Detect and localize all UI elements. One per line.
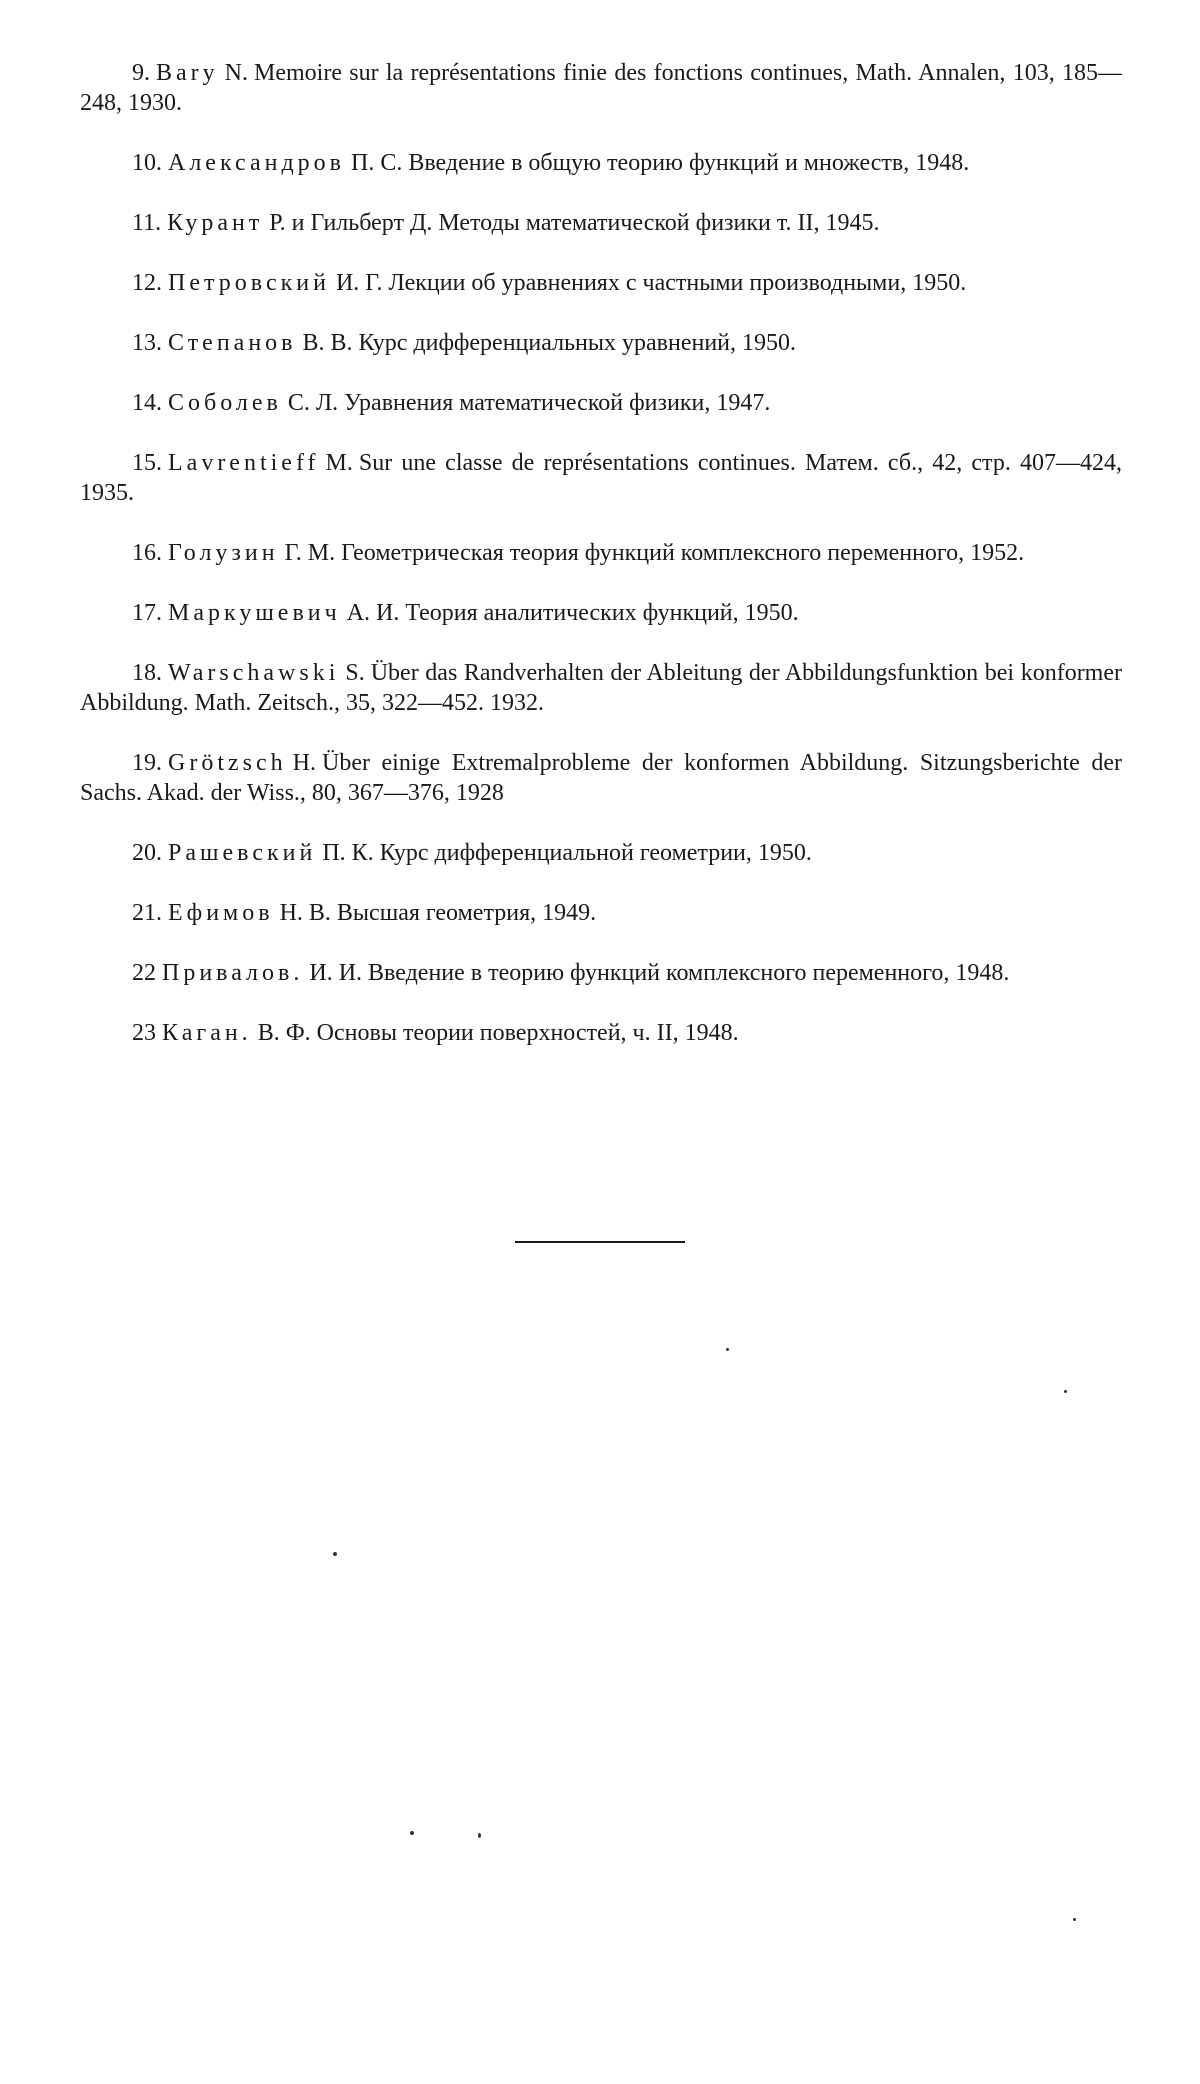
reference-number: 20. bbox=[132, 840, 162, 866]
reference-author: Рашевский bbox=[168, 840, 317, 866]
reference-text: Курс дифференциальной геометрии, 1950. bbox=[379, 840, 812, 866]
reference-number: 11. bbox=[132, 210, 162, 236]
reference-text: Sur une classe de représentations continues. Матем. сб., 42, стр. 407—424, 1935. bbox=[80, 450, 1122, 506]
reference-number: 13. bbox=[132, 330, 162, 356]
reference-number: 23 bbox=[132, 1020, 156, 1046]
reference-text: Введение в теорию функций комплексного переменного, 1948. bbox=[368, 960, 1010, 986]
reference-item bbox=[80, 208, 1122, 238]
reference-item bbox=[80, 448, 1122, 508]
reference-initials: И. И. bbox=[309, 960, 363, 986]
reference-author: Grötzsch bbox=[168, 750, 287, 776]
reference-initials: Н. В. bbox=[279, 900, 331, 926]
end-divider bbox=[515, 1241, 685, 1243]
reference-item bbox=[80, 958, 1122, 988]
reference-initials: M. bbox=[325, 450, 353, 476]
scan-speck bbox=[410, 1831, 414, 1835]
reference-text: Гильберт Д. Методы математической физики т. II, 1945. bbox=[310, 210, 880, 236]
reference-text: Введение в общую теорию функций и множеств, 1948. bbox=[408, 150, 970, 176]
reference-number: 21. bbox=[132, 900, 162, 926]
reference-text: Геометрическая теория функций комплексного переменного, 1952. bbox=[341, 540, 1025, 566]
reference-author: Соболев bbox=[168, 390, 282, 416]
reference-number: 22 bbox=[132, 960, 156, 986]
reference-list bbox=[80, 58, 1122, 1048]
reference-item bbox=[80, 1018, 1122, 1048]
reference-item bbox=[80, 58, 1122, 118]
reference-number: 12. bbox=[132, 270, 162, 296]
reference-text: Über das Randverhalten der Ableitung der Abbildungsfunktion bei konformer Abbildung. Math. Zeitsch., 35, 322—452. 1932. bbox=[80, 660, 1122, 716]
reference-initials: В. Ф. bbox=[257, 1020, 311, 1046]
reference-item bbox=[80, 598, 1122, 628]
reference-number: 17. bbox=[132, 600, 162, 626]
reference-text: Über einige Extremalprobleme der konformen Abbildung. Sitzungsberichte der Sachs. Akad. der Wiss., 80, 367—376, 1928 bbox=[80, 750, 1122, 806]
reference-initials: С. Л. bbox=[287, 390, 339, 416]
reference-initials: П. С. bbox=[351, 150, 403, 176]
reference-author: Warschawski bbox=[168, 660, 340, 686]
reference-number: 16. bbox=[132, 540, 162, 566]
reference-item bbox=[80, 838, 1122, 868]
reference-initials: Г. М. bbox=[284, 540, 336, 566]
reference-number: 10. bbox=[132, 150, 162, 176]
reference-initials: А. И. bbox=[346, 600, 400, 626]
reference-initials: П. К. bbox=[322, 840, 374, 866]
reference-item bbox=[80, 148, 1122, 178]
scan-speck bbox=[478, 1833, 481, 1838]
reference-author: Степанов bbox=[168, 330, 297, 356]
scan-speck bbox=[1064, 1390, 1067, 1393]
reference-text: Лекции об уравнениях с частными производными, 1950. bbox=[388, 270, 967, 296]
reference-text: Memoire sur la représentations finie des fonctions continues, Math. Annalen, 103, 185—248, 1930. bbox=[80, 60, 1122, 116]
reference-author: Маркушевич bbox=[168, 600, 341, 626]
bibliography-page bbox=[80, 58, 1122, 1078]
reference-item bbox=[80, 268, 1122, 298]
reference-author: Lavrentieff bbox=[168, 450, 320, 476]
reference-number: 14. bbox=[132, 390, 162, 416]
scan-speck bbox=[333, 1552, 337, 1556]
reference-author: Петровский bbox=[168, 270, 330, 296]
reference-text: Теория аналитических функций, 1950. bbox=[405, 600, 799, 626]
reference-text: Основы теории поверхностей, ч. II, 1948. bbox=[316, 1020, 739, 1046]
reference-initials: Р. и bbox=[269, 210, 305, 236]
reference-item bbox=[80, 328, 1122, 358]
reference-number: 9. bbox=[132, 60, 150, 86]
reference-initials: И. Г. bbox=[335, 270, 383, 296]
reference-item bbox=[80, 388, 1122, 418]
scan-speck bbox=[1073, 1918, 1076, 1921]
reference-author: Голузин bbox=[168, 540, 279, 566]
reference-text: Высшая геометрия, 1949. bbox=[336, 900, 597, 926]
reference-number: 15. bbox=[132, 450, 162, 476]
reference-initials: В. В. bbox=[302, 330, 353, 356]
reference-author: Александров bbox=[168, 150, 346, 176]
reference-number: 19. bbox=[132, 750, 162, 776]
reference-initials: H. bbox=[292, 750, 316, 776]
reference-initials: N. bbox=[224, 60, 248, 86]
reference-number: 18. bbox=[132, 660, 162, 686]
reference-author: Каган. bbox=[162, 1020, 252, 1046]
reference-author: Привалов. bbox=[162, 960, 304, 986]
reference-item bbox=[80, 898, 1122, 928]
reference-item bbox=[80, 748, 1122, 808]
reference-author: Ефимов bbox=[168, 900, 274, 926]
reference-initials: S. bbox=[345, 660, 365, 686]
reference-text: Уравнения математической физики, 1947. bbox=[344, 390, 771, 416]
reference-author: Курант bbox=[167, 210, 264, 236]
scan-speck bbox=[726, 1348, 729, 1351]
reference-item bbox=[80, 658, 1122, 718]
reference-text: Курс дифференциальных уравнений, 1950. bbox=[358, 330, 797, 356]
reference-item bbox=[80, 538, 1122, 568]
reference-author: Bary bbox=[156, 60, 219, 86]
